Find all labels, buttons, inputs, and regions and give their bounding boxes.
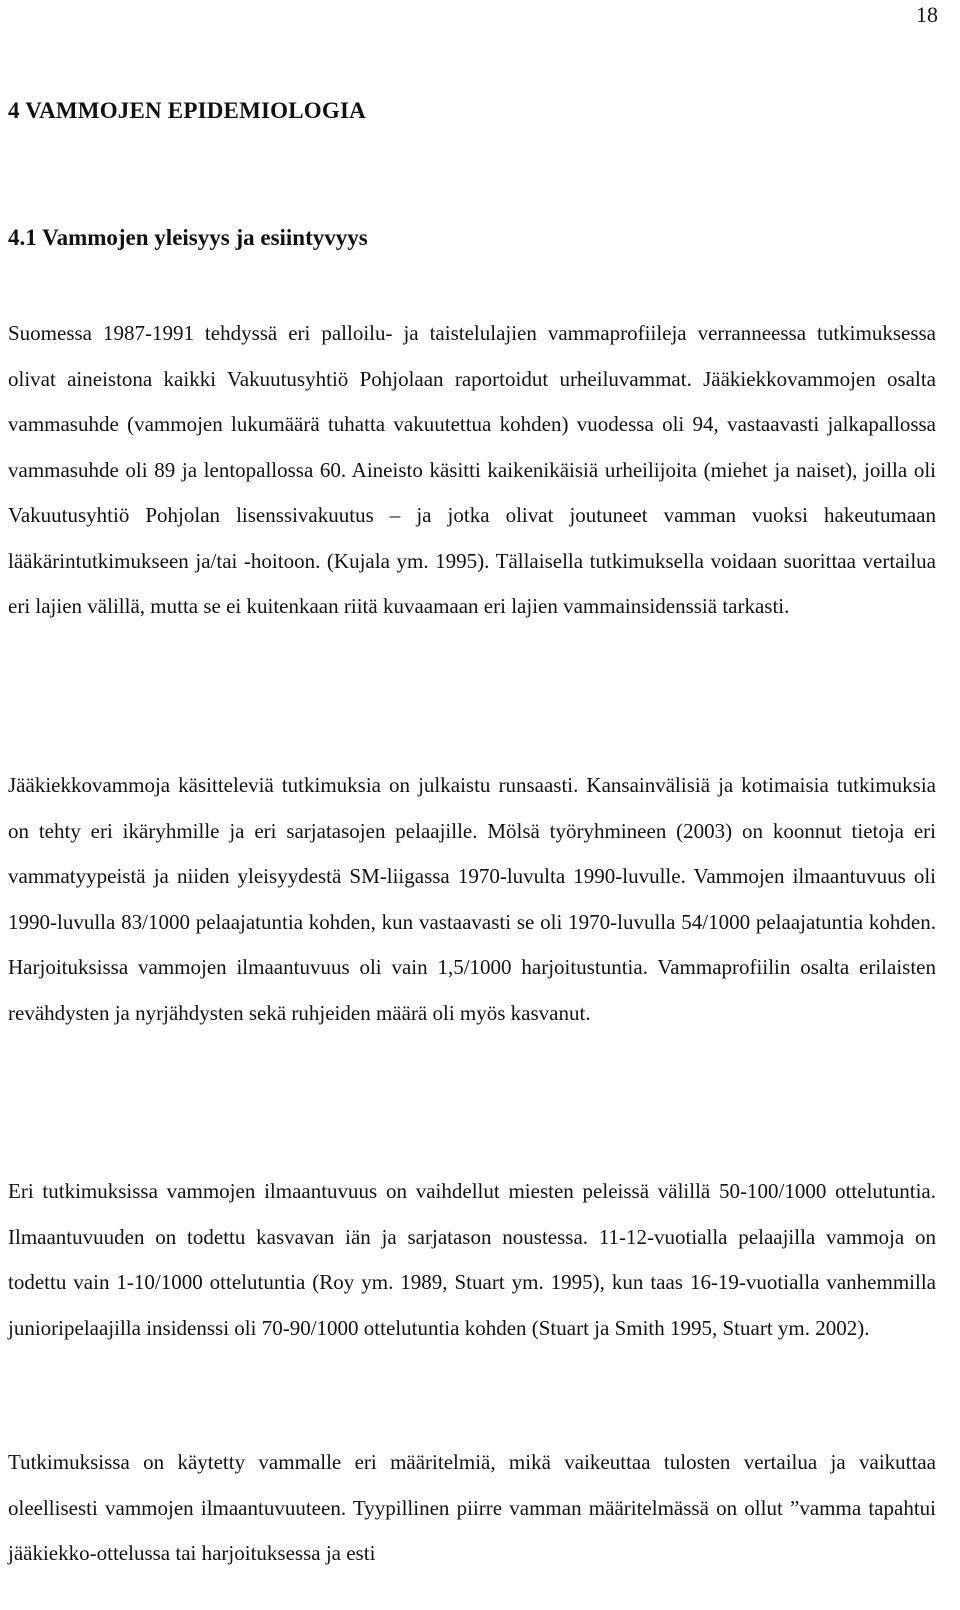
body-paragraph: Suomessa 1987-1991 tehdyssä eri palloilu- ja taistelulajien vammaprofiileja verranneessa tutkimuksessa olivat aineistona kaikki Vakuutusyhtiö Pohjolaan raportoidut urheiluvammat. Jääkiekkovammojen osalta vammasuhde (vammojen lukumäärä tuhatta vakuutettua kohden) vuodessa oli 94, vastaavasti jalkapallossa vammasuhde oli 89 ja lentopallossa 60. Aineisto käsitti kaikenikäisiä urheilijoita (miehet ja naiset), joilla oli Vakuutusyhtiö Pohjolan lisenssivakuutus – ja jotka olivat joutuneet vamman vuoksi hakeutumaan lääkärintutkimukseen ja/tai -hoitoon. (Kujala ym. 1995). Tällaisella tutkimuksella voidaan suorittaa vertailua eri lajien välillä, mutta se ei kuitenkaan riitä kuvaamaan eri lajien vammainsidenssiä tarkasti.: [8, 321, 936, 618]
body-paragraph: Eri tutkimuksissa vammojen ilmaantuvuus on vaihdellut miesten peleissä välillä 50-100/1000 ottelutuntia. Ilmaantuvuuden on todettu kasvavan iän ja sarjatason noustessa. 11-12-vuotialla pelaajilla vammoja on todettu vain 1-10/1000 ottelutuntia (Roy ym. 1989, Stuart ym. 1995), kun taas 16-19-vuotialla vanhemmilla junioripelaajilla insidenssi oli 70-90/1000 ottelutuntia kohden (Stuart ja Smith 1995, Stuart ym. 2002).: [8, 1179, 936, 1340]
page-number: 18: [916, 2, 938, 27]
section-title: 4.1 Vammojen yleisyys ja esiintyvyys: [8, 225, 368, 250]
body-paragraph: Tutkimuksissa on käytetty vammalle eri määritelmiä, mikä vaikeuttaa tulosten vertailua ja vaikuttaa oleellisesti vammojen ilmaantuvuuteen. Tyypillinen piirre vamman määritelmässä on ollut ”vamma tapahtui jääkiekko-ottelussa tai harjoituksessa ja esti: [8, 1450, 936, 1565]
chapter-title: 4 VAMMOJEN EPIDEMIOLOGIA: [8, 98, 366, 123]
body-paragraph: Jääkiekkovammoja käsitteleviä tutkimuksia on julkaistu runsaasti. Kansainvälisiä ja kotimaisia tutkimuksia on tehty eri ikäryhmille ja eri sarjatasojen pelaajille. Mölsä työryhmineen (2003) on koonnut tietoja eri vammatyypeistä ja niiden yleisyydestä SM-liigassa 1970-luvulta 1990-luvulle. Vammojen ilmaantuvuus oli 1990-luvulla 83/1000 pelaajatuntia kohden, kun vastaavasti se oli 1970-luvulla 54/1000 pelaajatuntia kohden. Harjoituksissa vammojen ilmaantuvuus oli vain 1,5/1000 harjoitustuntia. Vammaprofiilin osalta erilaisten revähdysten ja nyrjähdysten sekä ruhjeiden määrä oli myös kasvanut.: [8, 773, 936, 1025]
